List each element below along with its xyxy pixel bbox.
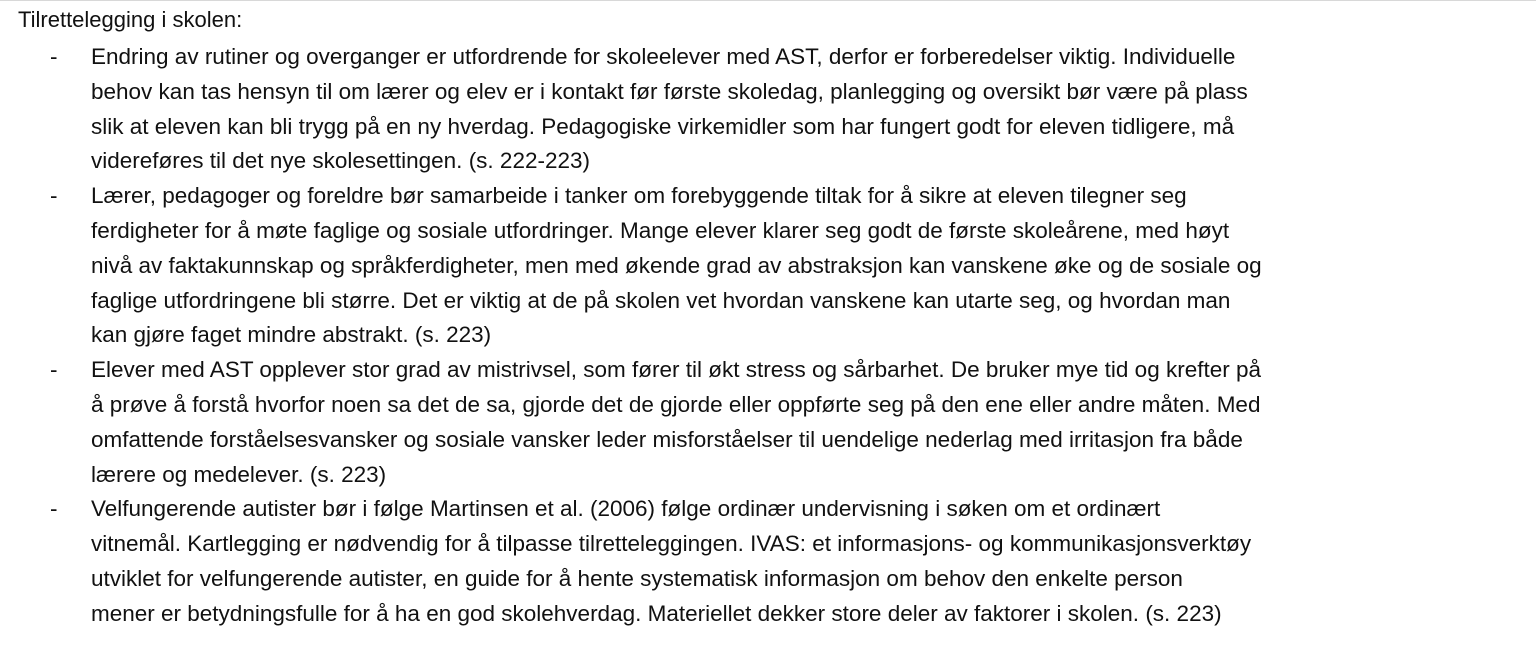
dash-bullet-icon: - xyxy=(50,44,58,69)
dash-bullet-icon: - xyxy=(50,183,58,209)
dash-bullet-icon: - xyxy=(50,357,58,383)
text-line: ferdigheter for å møte faglige og sosiale utfordringer. Mange elever klarer seg godt de første skoleårene, med høyt xyxy=(91,217,1230,243)
text-line: Velfungerende autister bør i følge Martinsen et al. (2006) følge ordinær undervisning i søken om et ordinært xyxy=(91,496,1161,522)
text-line: å prøve å forstå hvorfor noen sa det de sa, gjorde det de gjorde eller oppførte seg på den ene eller andre måten. Med xyxy=(91,391,1261,417)
list-item xyxy=(0,353,1536,492)
text-line: mener er betydningsfulle for å ha en god skolehverdag. Materiellet dekker store deler av faktorer i skolen. (s. 223) xyxy=(91,600,1222,626)
text-line: Elever med AST opplever stor grad av mistrivsel, som fører til økt stress og sårbarhet. De bruker mye tid og krefter på xyxy=(91,357,1261,383)
text-line: kan gjøre faget mindre abstrakt. (s. 223) xyxy=(91,322,492,348)
bullet-list xyxy=(0,40,1536,632)
list-item xyxy=(0,492,1536,631)
text-line: nivå av faktakunnskap og språkferdigheter, men med økende grad av abstraksjon kan vanskene øke og de sosiale og xyxy=(91,252,1262,278)
text-line: behov kan tas hensyn til om lærer og elev er i kontakt før første skoledag, planlegging og oversikt bør være på plass xyxy=(91,78,1248,104)
section-heading: Tilrettelegging i skolen: xyxy=(18,7,243,32)
text-line: omfattende forståelsesvansker og sosiale vansker leder misforståelser til uendelige nederlag med irritasjon fra både xyxy=(91,426,1243,452)
list-item xyxy=(0,179,1536,353)
list-item xyxy=(0,40,1536,179)
text-line: faglige utfordringene bli større. Det er viktig at de på skolen vet hvordan vanskene kan utarte seg, og hvordan man xyxy=(91,287,1231,313)
text-line: videreføres til det nye skolesettingen. (s. 222-223) xyxy=(91,148,590,174)
text-line: slik at eleven kan bli trygg på en ny hverdag. Pedagogiske virkemidler som har fungert godt for eleven tidligere, må xyxy=(91,113,1235,139)
dash-bullet-icon: - xyxy=(50,496,58,522)
text-line: vitnemål. Kartlegging er nødvendig for å tilpasse tilretteleggingen. IVAS: et informasjons- og kommunikasjonsverktøy xyxy=(91,531,1252,557)
text-line: lærere og medelever. (s. 223) xyxy=(91,461,387,487)
text-line: utviklet for velfungerende autister, en guide for å hente systematisk informasjon om behov den enkelte person xyxy=(91,565,1183,591)
text-line: Lærer, pedagoger og foreldre bør samarbeide i tanker om forebyggende tiltak for å sikre at eleven tilegner seg xyxy=(91,183,1187,209)
text-line: Endring av rutiner og overganger er utfordrende for skoleelever med AST, derfor er forberedelser viktig. Individuelle xyxy=(91,44,1236,69)
